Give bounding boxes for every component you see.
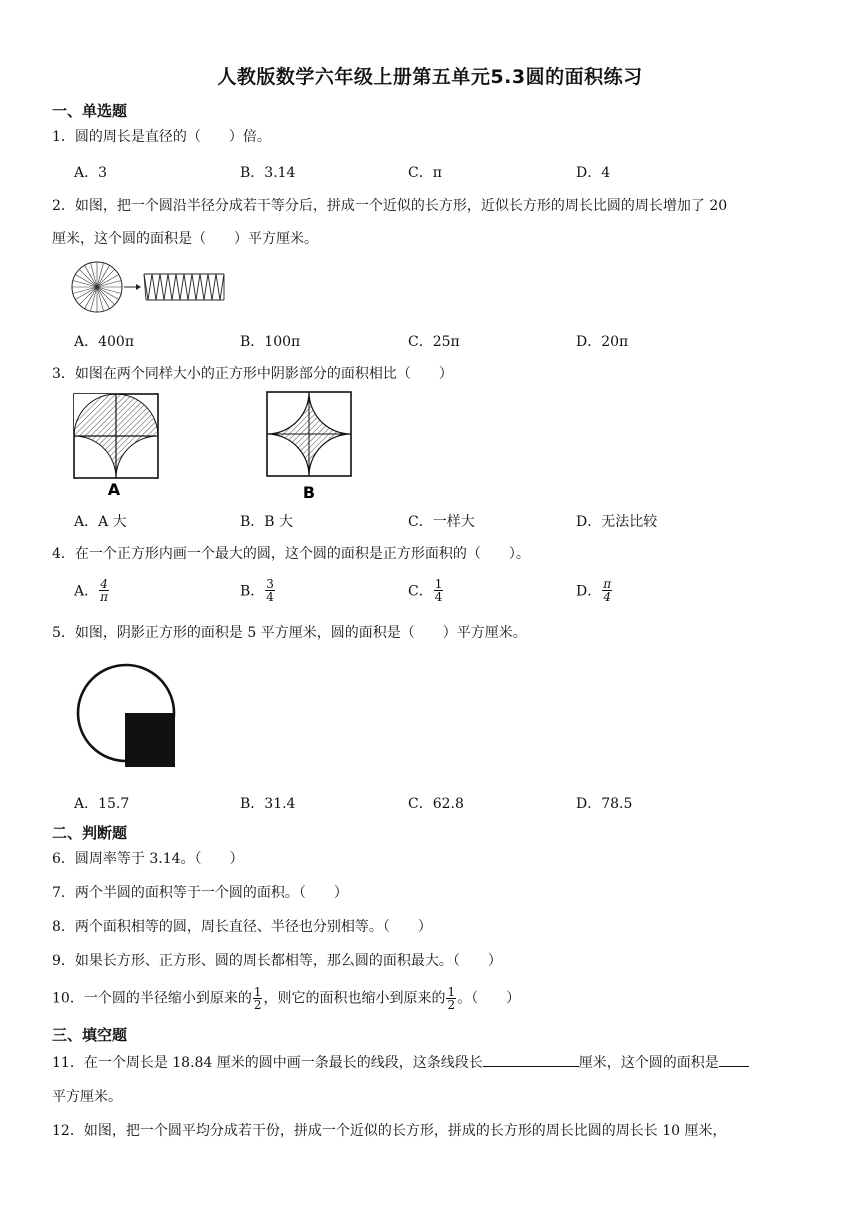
question-3: 3．如图在两个同样大小的正方形中阴影部分的面积相比（ ） xyxy=(52,366,453,382)
q4-option-b xyxy=(240,578,276,603)
q3-option-d: D．无法比较 xyxy=(576,514,658,530)
section-heading-judgement: 二、判断题 xyxy=(52,824,128,842)
question-7: 7．两个半圆的面积等于一个圆的面积。（ ） xyxy=(52,885,348,901)
q4-option-a-fraction: $\frac{4}{\pi}$ xyxy=(100,577,109,604)
q10-fraction-1: $\frac{1}{2}$ xyxy=(253,985,262,1012)
q1-option-b: B．3.14 xyxy=(240,165,296,181)
q5-option-c: C．62.8 xyxy=(408,796,464,812)
figure-b-shaded-star xyxy=(265,390,355,500)
question-1: 1．圆的周长是直径的（ ）倍。 xyxy=(52,129,271,145)
section-heading-fill-blank: 三、填空题 xyxy=(52,1026,128,1044)
q4-option-d-fraction: $\frac{\pi}{4}$ xyxy=(603,577,612,604)
q2-option-b: B．100π xyxy=(240,334,301,350)
q3-option-b: B．B 大 xyxy=(240,514,294,530)
q2-option-d: D．20π xyxy=(576,334,629,350)
page-title: 人教版数学六年级上册第五单元5.3圆的面积练习 xyxy=(217,66,643,88)
q1-option-a: A．3 xyxy=(74,165,108,181)
q5-option-d: D．78.5 xyxy=(576,796,633,812)
q4-option-c xyxy=(408,578,444,603)
q4-option-a xyxy=(74,578,110,603)
question-2-line-1: 2．如图，把一个圆沿半径分成若干等分后，拼成一个近似的长方形，近似长方形的周长比圆的周长增加了 20 xyxy=(52,198,728,214)
q2-option-a: A．400π xyxy=(74,334,135,350)
question-5: 5．如图，阴影正方形的面积是 5 平方厘米，圆的面积是（ ）平方厘米。 xyxy=(52,625,527,641)
question-11-line-2: 平方厘米。 xyxy=(52,1089,122,1105)
q1-option-d: D．4 xyxy=(576,165,611,181)
q4-option-b-letter: B． xyxy=(240,583,265,600)
q11-text-2: 厘米，这个圆的面积是 xyxy=(578,1055,719,1071)
section-heading-single-choice: 一、单选题 xyxy=(52,102,128,120)
q5-option-b: B．31.4 xyxy=(240,796,296,812)
q1-option-c: C．π xyxy=(408,165,442,181)
q5-option-a: A．15.7 xyxy=(74,796,130,812)
q4-option-b-fraction: $\frac{3}{4}$ xyxy=(266,577,274,604)
q10-text-3: 。（ ） xyxy=(457,990,521,1007)
q10-text-1: 10．一个圆的半径缩小到原来的 xyxy=(52,990,252,1007)
q4-option-c-letter: C． xyxy=(408,583,433,600)
question-8: 8．两个面积相等的圆，周长直径、半径也分别相等。（ ） xyxy=(52,919,432,935)
question-11-line-1 xyxy=(52,1052,749,1073)
q11-answer-blank-2[interactable] xyxy=(719,1052,749,1067)
circle-with-shaded-square-figure xyxy=(76,658,182,770)
question-9: 9．如果长方形、正方形、圆的周长都相等，那么圆的面积最大。（ ） xyxy=(52,953,502,969)
q4-option-c-fraction: $\frac{1}{4}$ xyxy=(434,577,443,604)
question-6: 6．圆周率等于 3.14。（ ） xyxy=(52,851,244,867)
q4-option-d xyxy=(576,578,613,603)
q3-option-a: A．A 大 xyxy=(74,514,127,530)
question-2-line-2: 厘米，这个圆的面积是（ ）平方厘米。 xyxy=(52,231,318,247)
figure-b-label: B xyxy=(302,483,316,502)
figure-a-shaded-quarter-circles xyxy=(72,392,160,498)
circle-to-rectangle-figure xyxy=(70,258,230,318)
q11-text-1: 11．在一个周长是 18.84 厘米的圆中画一条最长的线段，这条线段长 xyxy=(52,1055,483,1071)
q2-option-c: C．25π xyxy=(408,334,460,350)
q4-option-d-letter: D． xyxy=(576,583,602,600)
question-10 xyxy=(52,986,520,1011)
q10-text-2: ，则它的面积也缩小到原来的 xyxy=(263,990,446,1007)
figure-a-label: A xyxy=(107,480,121,499)
q4-option-a-letter: A． xyxy=(74,583,99,600)
q11-answer-blank-1[interactable] xyxy=(483,1052,579,1067)
question-12: 12．如图，把一个圆平均分成若干份，拼成一个近似的长方形，拼成的长方形的周长比圆的周长长 10 厘米， xyxy=(52,1123,727,1139)
q3-option-c: C．一样大 xyxy=(408,514,475,530)
q10-fraction-2: $\frac{1}{2}$ xyxy=(447,985,456,1012)
question-4: 4．在一个正方形内画一个最大的圆，这个圆的面积是正方形面积的（ ）。 xyxy=(52,546,530,562)
